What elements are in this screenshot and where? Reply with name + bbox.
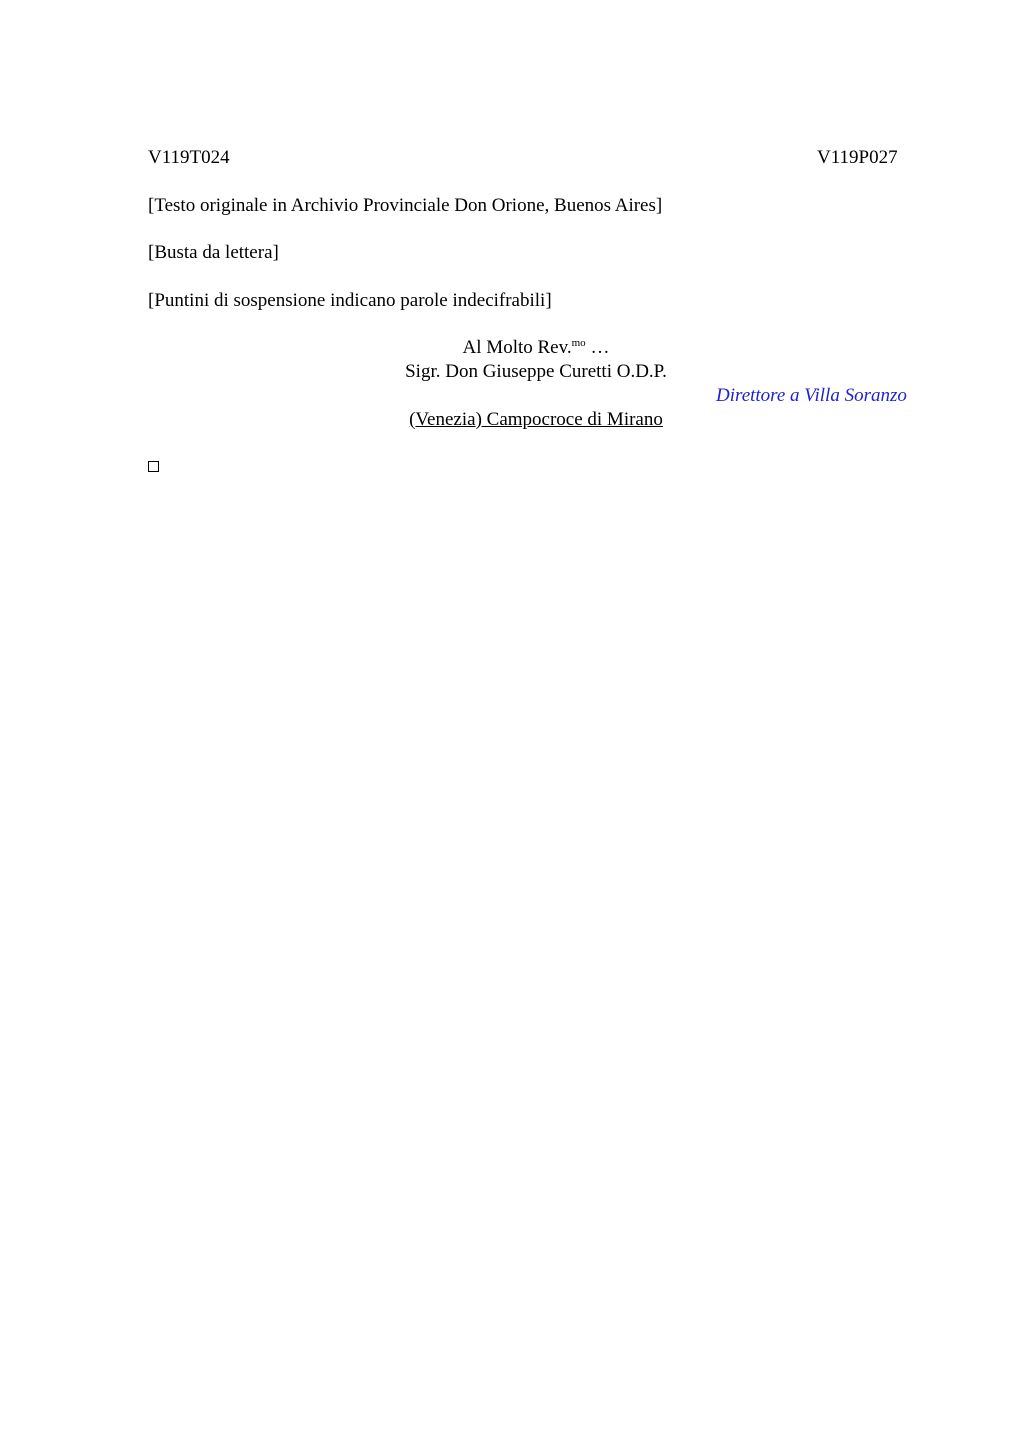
address-annotation: Direttore a Villa Soranzo [716, 385, 907, 406]
address-salutation: Al Molto Rev. [462, 337, 572, 358]
document-code-right: V119P027 [817, 147, 898, 168]
archive-note: [Testo originale in Archivio Provinciale Don Orione, Buenos Aires] [148, 195, 663, 216]
address-line-1 [0, 338, 1024, 357]
address-ellipsis: … [585, 337, 610, 358]
address-superscript: mo [571, 337, 586, 349]
address-line-3 [0, 410, 1024, 429]
ellipsis-note: [Puntini di sospensione indicano parole indecifrabili] [148, 290, 552, 311]
empty-square-icon [148, 461, 159, 472]
address-place: (Venezia) Campocroce di Mirano [409, 409, 663, 430]
document-code-left: V119T024 [148, 147, 230, 168]
envelope-note: [Busta da lettera] [148, 242, 279, 263]
address-line-2: Sigr. Don Giuseppe Curetti O.D.P. [405, 361, 667, 382]
